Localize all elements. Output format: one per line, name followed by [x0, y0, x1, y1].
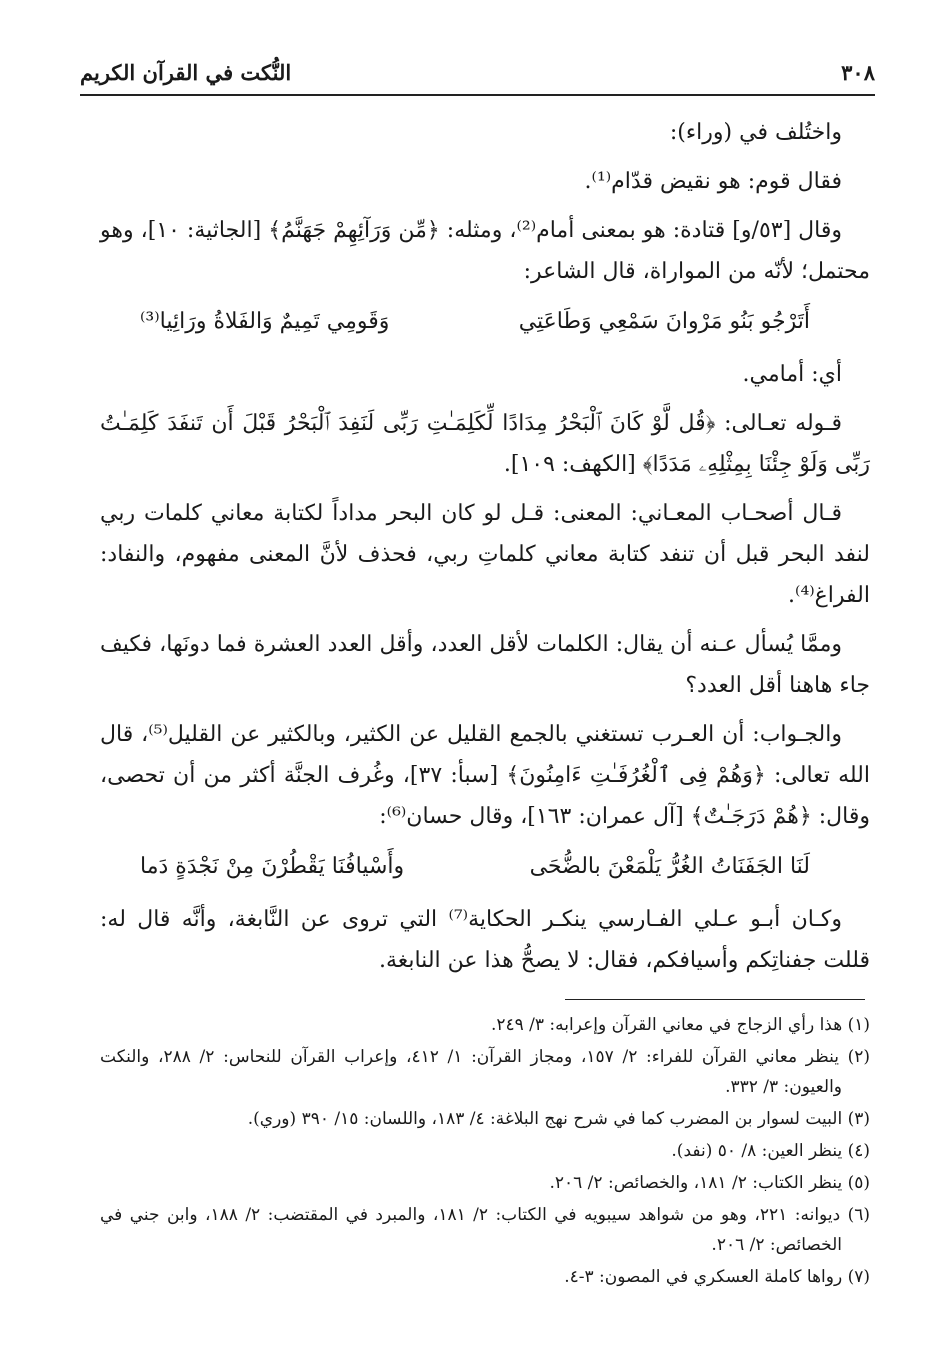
footnote: (١) هذا رأي الزجاج في معاني القرآن وإعرابه: ٣/ ٢٤٩.: [490, 1015, 870, 1035]
verse-second-hemistich: وأَسْيافُنَا يَقْطُرْنَ مِنْ نَجْدَةٍ دَما: [140, 854, 405, 879]
page-number: ٣٠٨: [841, 59, 875, 85]
paragraph: واختُلف في (وراء):: [669, 120, 842, 145]
footnote: (٦) ديوانه: ٢٢١، وهو من شواهد سيبويه في الكتاب: ٢/ ١٨١، والمبرد في المقتضب: ٢/ ١٨٨، وابن جني في الخصائص: ٢/ ٢٠٦.: [100, 1205, 870, 1255]
book-title: النُّكت في القرآن الكريم: [80, 59, 292, 85]
footnote: (٤) ينظر العين: ٨/ ٥٠ (نفد).: [671, 1141, 870, 1161]
footnote-divider: [565, 999, 865, 1000]
paragraph: وكـان أبـو عـلي الفـارسي ينكـر الحكاية⁽⁷⁾ التي تروى عن النَّابغة، وأنَّه قال له: قللت جفناتِكم وأسيافكم، فقال: لا يصحُّ هذا عن النابغة.: [100, 907, 870, 973]
footnote: (٣) البيت لسوار بن المضرب كما في شرح نهج البلاغة: ٤/ ١٨٣، واللسان: ١٥/ ٣٩٠ (وري).: [247, 1109, 870, 1129]
paragraph: فقال قوم: هو نقيض قدّام⁽¹⁾.: [584, 169, 842, 194]
main-text: [100, 112, 870, 989]
footnotes: [100, 1010, 870, 1294]
poetry-verse: [100, 845, 870, 889]
paragraph: قـال أصحـاب المعـاني: المعنى: قـل لو كان البحر مداداً لكتابة معاني كلمات ربي لنفد البحر قبل أن تنفد كتابة معاني كلماتِ ربي، فحذف لأنَّ المعنى مفهوم، والنفاد: الفراغ⁽⁴⁾.: [100, 501, 870, 608]
header-divider: [80, 94, 875, 96]
paragraph: وممَّا يُسأل عـنه أن يقال: الكلمات لأقل العدد، وأقل العدد العشرة فما دونَها، فكيف جاء هاهنا أقل العدد؟: [100, 632, 870, 698]
verse-second-hemistich: وَقَومِي تَمِيمٌ وَالفَلاةُ ورَائِيا⁽³⁾: [140, 309, 390, 334]
paragraph: وقال [٥٣/و] قتادة: هو بمعنى أمام⁽²⁾، ومثله: ﴿مِّن وَرَآئِهِمْ جَهَنَّمُ﴾ [الجاثية: ١٠]، وهو محتمل؛ لأنّه من المواراة، قال الشاعر:: [100, 218, 870, 284]
poetry-verse: [100, 300, 870, 344]
paragraph: قـوله تعـالى: ﴿قُل لَّوْ كَانَ ٱلْبَحْرُ مِدَادًا لِّكَلِمَـٰتِ رَبِّى لَنَفِدَ ٱلْبَحْرُ قَبْلَ أَن تَنفَدَ كَلِمَـٰتُ رَبِّى وَلَوْ جِئْنَا بِمِثْلِهِۦ مَدَدًا﴾ [الكهف: ١٠٩].: [100, 411, 870, 477]
verse-first-hemistich: أَتَرْجُو بَنُو مَرْوانَ سَمْعِي وَطَاعَتِي: [518, 309, 810, 334]
footnote: (٢) ينظر معاني القرآن للفراء: ٢/ ١٥٧، ومجاز القرآن: ١/ ٤١٢، وإعراب القرآن للنحاس: ٢/ ٢٨٨، والنكت والعيون: ٣/ ٣٣٢.: [100, 1047, 871, 1097]
paragraph: أي: أمامي.: [742, 362, 842, 387]
paragraph: والجـواب: أن العـرب تستغني بالجمع القليل عن الكثير، وبالكثير عن القليل⁽⁵⁾، قال الله تعالى: ﴿وَهُمْ فِى ٱلْغُرُفَـٰتِ ءَامِنُونَ﴾ [سبأ: ٣٧]، وغُرف الجنَّة أكثر من أن تحصى، وقال: ﴿هُمْ دَرَجَـٰتٌ﴾ [آل عمران: ١٦٣]، وقال حسان⁽⁶⁾:: [100, 722, 871, 829]
running-header: [80, 52, 875, 92]
footnote: (٥) ينظر الكتاب: ٢/ ١٨١، والخصائص: ٢/ ٢٠٦.: [549, 1173, 870, 1193]
verse-first-hemistich: لَنَا الجَفَنَاتُ الغُرُّ يَلْمَعْنَ بالضُّحَى: [529, 854, 810, 879]
footnote: (٧) رواها كاملة العسكري في المصون: ٣-٤.: [564, 1267, 870, 1287]
